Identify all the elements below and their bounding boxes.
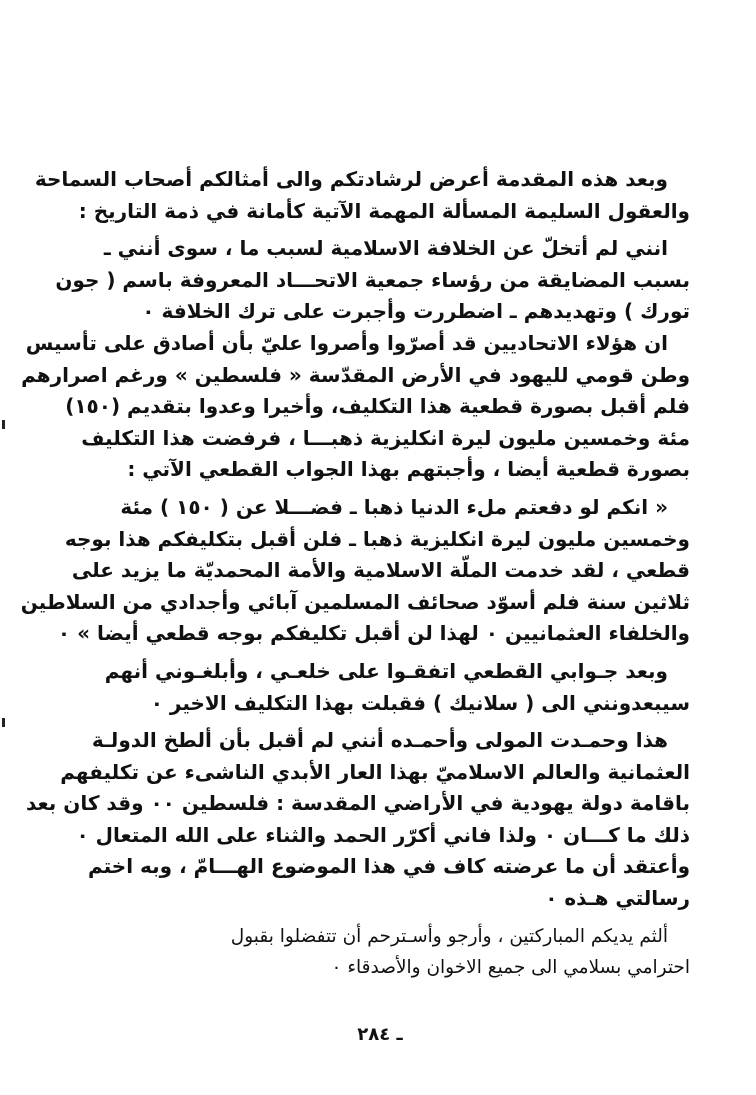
- text-line: قطعي ، لقد خدمت الملّة الاسلامية والأمة المحمديّة ما يزيد على: [71, 558, 690, 583]
- text-line: انني لم أتخلّ عن الخلافة الاسلامية لسبب ما ، سوى أنني ـ: [103, 236, 668, 261]
- text-line: باقامة دولة يهودية في الأراضي المقدسة : فلسطين ٠٠ وقد كان بعد: [25, 791, 690, 816]
- text-line: فلم أقبل بصورة قطعية هذا التكليف، وأخيرا وعدوا بتقديم (١٥٠): [65, 394, 690, 419]
- text-line: سيبعدونني الى ( سلانيك ) فقبلت بهذا التكليف الاخير ٠: [150, 690, 690, 715]
- text-line: رسالتي هـذه ٠: [545, 886, 690, 911]
- text-line: وبعد جـوابي القطعي اتفقـوا على خلعـي ، وأبلغـوني أنهم: [104, 658, 668, 683]
- text-line: بصورة قطعية أيضا ، وأجبتهم بهذا الجواب القطعي الآتي :: [127, 457, 690, 482]
- text-line: ألثم يديكم المباركتين ، وأرجو وأسـترحم أن تتفضلوا بقبول: [230, 925, 668, 947]
- text-line: وطن قومي لليهود في الأرض المقدّسة « فلسطين » ورغم اصرارهم: [21, 362, 690, 387]
- text-line: وبعد هذه المقدمة أعرض لرشادتكم والى أمثالكم أصحاب السماحة: [34, 167, 668, 191]
- text-line: ثلاثين سنة فلم أسوّد صحائف المسلمين آبائي وأجدادي من السلاطين: [20, 589, 690, 614]
- text-line: ذلك ما كـــان ٠ ولذا فاني أكرّر الحمد والثناء على الله المتعال ٠: [76, 822, 690, 847]
- text-line: احترامي بسلامي الى جميع الاخوان والأصدقاء ٠: [331, 956, 690, 978]
- text-line: تورك ) وتهديدهم ـ اضطررت وأجبرت على ترك الخلافة ٠: [142, 299, 690, 324]
- text-line: « انكم لو دفعتم ملء الدنيا ذهبا ـ فضـــلا عن ( ١٥٠ ) مئة: [120, 494, 668, 519]
- paragraph-intro: [34, 164, 690, 227]
- text-line: والعقول السليمة المسألة المهمة الآتية كأمانة في ذمة التاريخ :: [78, 198, 690, 223]
- paragraph-quoted-reply: [20, 492, 690, 650]
- text-line: والخلفاء العثمانيين ٠ لهذا لن أقبل تكليفكم بوجه قطعي أيضا » ٠: [57, 621, 690, 646]
- page-number: ـ ٢٨٤: [357, 1024, 403, 1045]
- margin-mark: [2, 420, 5, 429]
- paragraph-deposition: [70, 656, 690, 719]
- text-line: العثمانية والعالم الاسلاميّ بهذا العار الأبدي الناشىء عن تكليفهم: [60, 759, 690, 784]
- paragraph-closing: [70, 921, 690, 983]
- margin-mark: [2, 718, 5, 727]
- paragraph-gratitude: [25, 725, 690, 915]
- letter-body: [20, 164, 690, 989]
- text-line: مئة وخمسين مليون ليرة انكليزية ذهبـــا ، فرفضت هذا التكليف: [81, 425, 690, 450]
- text-line: وأعتقد أن ما عرضته كاف في هذا الموضوع الهـــامّ ، وبه اختم: [87, 854, 690, 879]
- text-line: ان هؤلاء الاتحاديين قد أصرّوا وأصروا عليّ بأن أصادق على تأسيس: [25, 330, 668, 355]
- paragraph-abdication-reason: [21, 233, 690, 486]
- text-line: هذا وحمـدت المولى وأحمـده أنني لم أقبل بأن ألطخ الدولـة: [91, 728, 668, 753]
- text-line: وخمسين مليون ليرة انكليزية ذهبا ـ فلن أقبل بتكليفكم هذا بوجه: [64, 526, 690, 551]
- text-line: بسبب المضايقة من رؤساء جمعية الاتحـــاد المعروفة باسم ( جون: [55, 267, 690, 292]
